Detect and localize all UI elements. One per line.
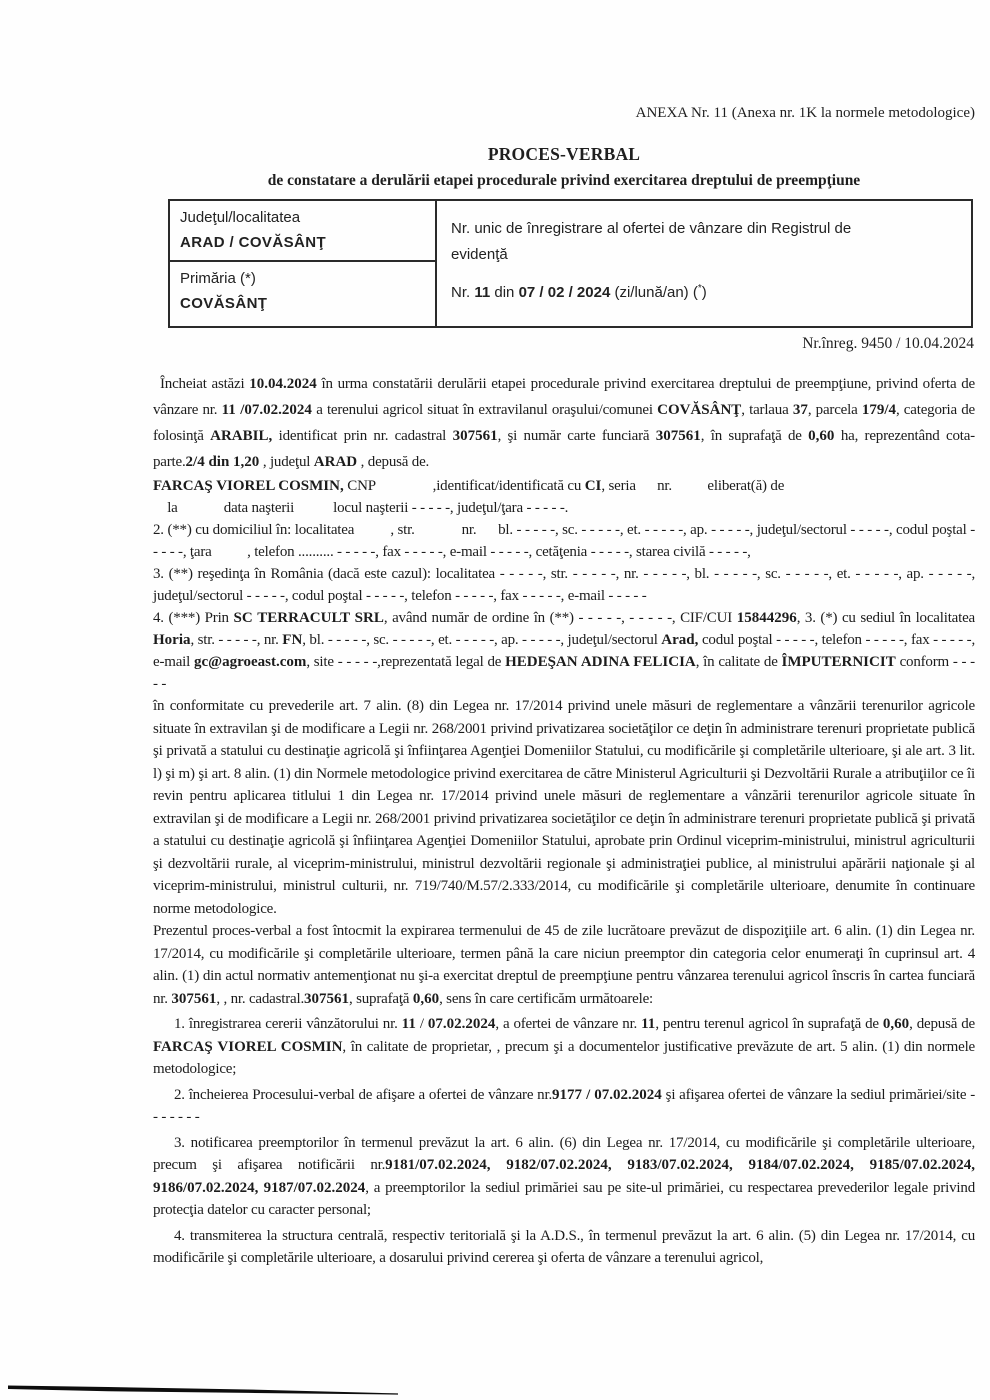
paragraph-proxy: 4. (***) Prin SC TERRACULT SRL, având număr de ordine în (**) - - - - -, - - - - -, CIF/CUI 15844296, 3. (*) cu sediul în localitatea Horia, str. - - - - -, nr. FN, bl. - - - - -, sc. - - - - -, et. - - - - -, ap. - - - - -, judeţul/sectorul Arad, codul poştal - - - - -, telefon - - - - -, fax - - - - -, e-mail gc@agroeast.com, site - - - - -,reprezentată legal de HEDEŞAN ADINA FELICIA, în calitate de ÎMPUTERNICIT conform - - - - - <box>153 610 975 692</box>
registration-table <box>168 199 973 328</box>
judet-value: ARAD / COVĂSÂNŢ <box>180 234 327 251</box>
paragraph-residence: 3. (**) reşedinţa în România (dacă este cazul): localitatea - - - - -, str. - - - - -, nr. - - - - -, bl. - - - - -, sc. - - - - -, et. - - - - -, ap. - - - - -, judeţul/sectorul - - - - -, codul poştal - - - - -, telefon - - - - -, fax - - - - -, e-mail - - - - - <box>153 566 975 604</box>
list-item-4: 4. transmiterea la structura centrală, respectiv teritorială şi la A.D.S., în termenul prevăzut la art. 6 alin. (5) din Legea nr. 17/2014, cu modificările şi completările ulterioare, a dosarului privind cererea şi oferta de vânzare a terenului agricol, <box>153 1227 975 1266</box>
primaria-label: Primăria (*) <box>180 270 256 287</box>
paragraph-domicile: 2. (**) cu domiciliul în: localitatea , str. nr. bl. - - - - -, sc. - - - - -, et. - - - - -, ap. - - - - -, judeţul/sectorul - - - - -, codul poştal - - - - -, ţara , telefon .......... - - - - -, fax - - - - -, e-mail - - - - -, cetăţenia - - - - -, starea civilă - - - - -, <box>153 522 975 560</box>
list-item-3: 3. notificarea preemptorilor în termenul prevăzut la art. 6 alin. (6) din Legea nr. 17/2014, cu modificările şi completările ulterioare, precum şi afişarea notificării nr.9181/07.02.2024, 9182/07.02.2024, 9183/07.02.2024, 9184/07.02.2024, 9185/07.02.2024, 9186/07.02.2024, 9187/07.02.2024, a preemptorilor la sediul primăriei sau pe site-ul primăriei, cu respectarea prevederilor legale privind protecţia datelor cu caracter personal; <box>153 1134 975 1218</box>
cell-judet <box>169 200 436 261</box>
page-subtitle: de constatare a derulării etapei procedurale privind exercitarea dreptului de preempţiune <box>267 172 861 189</box>
paragraph-legal-basis: în conformitate cu prevederile art. 7 alin. (8) din Legea nr. 17/2014 privind unele măsuri de reglementare a vânzării terenurilor agricole situate în extravilan şi de modificare a Legii nr. 268/2001 privind privatizarea societăţilor ce deţin în administrare terenuri proprietate publică şi privată a statului cu destinaţie agricolă şi înfiinţarea Agenţiei Domeniilor Statului, cu modificările şi completările ulterioare, şi ale art. 3 lit. l) şi m) şi art. 8 alin. (1) din Normele metodologice privind exercitarea de către Ministerul Agriculturii şi Dezvoltării Rurale a atribuţiilor ce îi revin pentru aplicarea titlului 1 din Legea nr. 17/2014 privind unele măsuri de reglementare a vânzării terenurilor agricole situate în extravilan şi de modificare a Legii nr. 268/2001 privind privatizarea societăţilor ce deţin în administrare terenuri proprietate publică şi privată a statului cu destinaţie agricolă şi înfiinţarea Agenţiei Domeniilor Statului, aprobate prin Ordinul viceprim-ministrului, ministrul agriculturii şi dezvoltării rurale, al viceprim-ministrului, ministrul dezvoltării regionale şi administraţiei publice, al ministrului apărării naţionale şi al viceprim-ministrului, ministrul culturii, nr. 719/740/M.57/2.333/2014, cu modificările şi completările ulterioare, denumite în continuare norme metodologice. <box>153 698 975 917</box>
list-item-2: 2. încheierea Procesului-verbal de afişare a ofertei de vânzare nr.9177 / 07.02.2024 şi afişarea ofertei de vânzare la sediul primăriei/site - - - - - - - <box>153 1086 975 1125</box>
registration-number-line: Nr. 11 din 07 / 02 / 2024 (zi/lună/an) (*) <box>451 283 707 301</box>
anexa-note: ANEXA Nr. 11 (Anexa nr. 1K la normele metodologice) <box>635 105 975 121</box>
paragraph-seller-identity: FARCAŞ VIOREL COSMIN, CNP ,identificat/identificată cu CI, seria nr. eliberat(ă) de la data naşterii locul naşterii - - - - -, judeţul/ţara - - - - -. <box>153 478 785 516</box>
page-title: PROCES-VERBAL <box>487 144 641 164</box>
registration-label: Nr. unic de înregistrare al ofertei de vânzare din Registrul de evidenţă <box>451 220 852 263</box>
primaria-value: COVĂSÂNŢ <box>180 295 268 312</box>
list-item-1: 1. înregistrarea cererii vânzătorului nr. 11 / 07.02.2024, a ofertei de vânzare nr. 11, pentru terenul agricol în suprafaţă de 0,60, depusă de FARCAŞ VIOREL COSMIN, în calitate de proprietar, , precum şi a documentelor justificative prevăzute de art. 5 alin. (1) din normele metodologice; <box>153 1016 975 1077</box>
paragraph-opening: Încheiat astăzi 10.04.2024 în urma constatării derulării etapei procedurale privind exercitarea dreptului de preempţiune, privind oferta de vânzare nr. 11 /07.02.2024 a terenului agricol situat în extravilanul oraşului/comunei COVĂSÂNŢ, tarlaua 37, parcela 179/4, categoria de folosinţă ARABIL, identificat prin nr. cadastral 307561, şi număr carte funciară 307561, în suprafaţă de 0,60 ha, reprezentând cota-parte.2/4 din 1,20 , judeţul ARAD , depusă de. <box>153 376 976 470</box>
document-content <box>153 0 975 1270</box>
internal-registration-note: Nr.înreg. 9450 / 10.04.2024 <box>802 335 974 352</box>
cell-primaria <box>169 261 436 327</box>
cell-registration <box>436 200 972 327</box>
scan-artifact-streak <box>8 1383 400 1397</box>
paragraph-conclusion: Prezentul proces-verbal a fost întocmit la expirarea termenului de 45 de zile lucrătoare prevăzut de dispoziţiile art. 6 alin. (1) din Legea nr. 17/2014, cu modificările şi completările ulterioare, termen până la care niciun preemptor din categoria celor enumeraţi în cuprinsul art. 4 alin. (1) din actul normativ antemenţionat nu şi-a exercitat dreptul de preempţiune pentru vânzarea terenului agricol înscris în cartea funciară nr. 307561, , nr. cadastral.307561, suprafaţă 0,60, sens în care certificăm următoarele: <box>153 923 975 1007</box>
judet-label: Judeţul/localitatea <box>180 209 301 226</box>
